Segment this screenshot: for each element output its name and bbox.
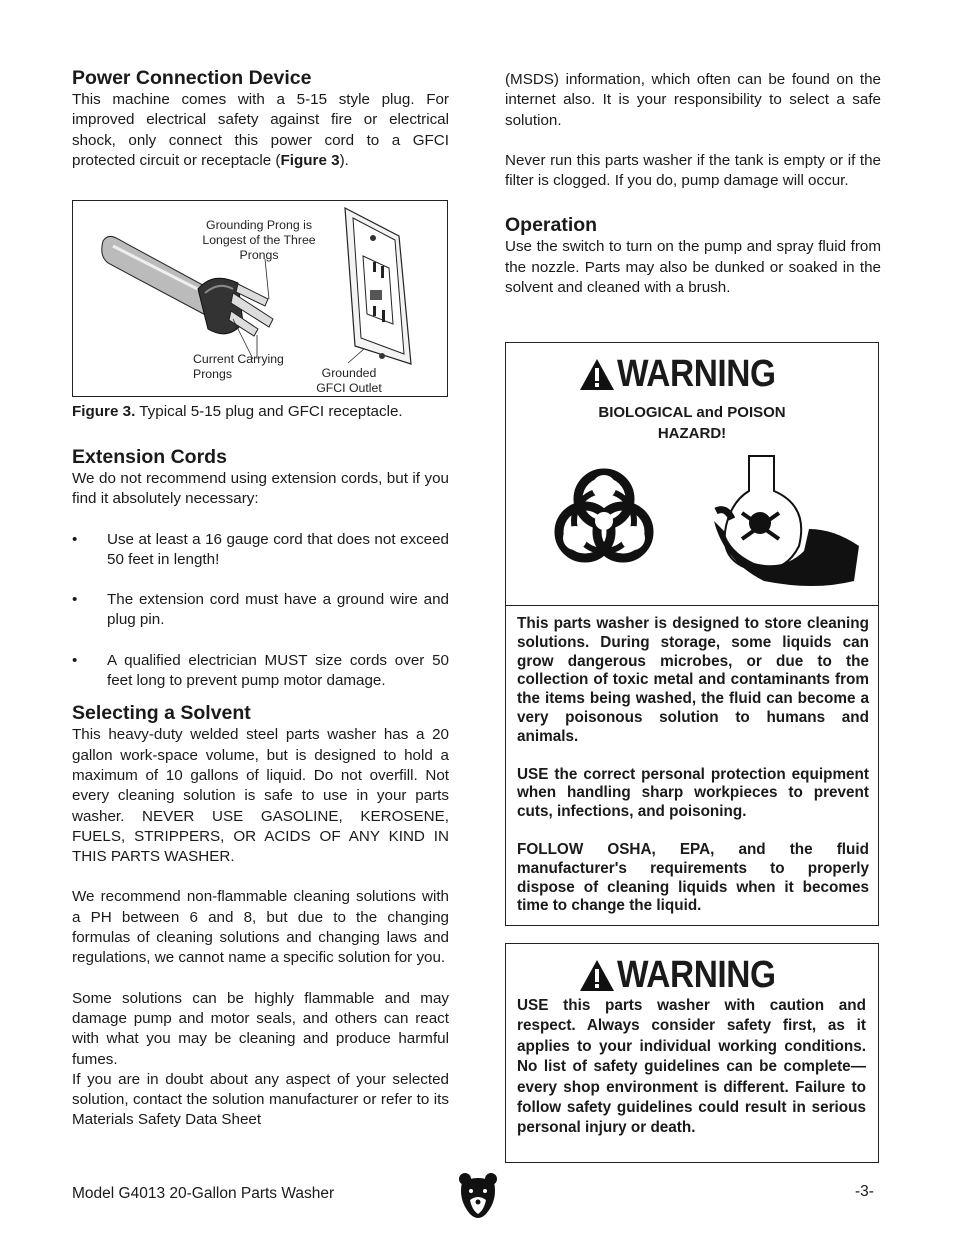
list-item: • A qualified electrician MUST size cords over 50 feet long to prevent pump motor damage. — [72, 651, 449, 690]
power-body: This machine comes with a 5-15 style plug. For improved electrical safety against fire or electrical shock, only connect this power cord to a GFCI protected circuit or receptacle (Figure 3). — [72, 91, 449, 169]
power-heading: Power Connection Device — [72, 67, 312, 89]
left-column-lower — [72, 445, 449, 1131]
warning-triangle-icon — [579, 358, 615, 391]
extension-intro: We do not recommend using extension cords, but if you find it absolutely necessary: — [72, 470, 449, 508]
grounding-prong-label: Grounding Prong is Longest of the Three Prongs — [202, 218, 316, 262]
poison-flask-icon — [704, 451, 864, 591]
solvent-p1: This heavy-duty welded steel parts washer has a 20 gallon work-space volume, but is designed to hold a maximum of 10 gallons of liquid. Do not overfill. Not every cleaning solution is safe to use in your parts washer. NEVER USE GASOLINE, KEROSENE, FUELS, STRIPPERS, OR ACIDS OF ANY KIND IN THIS PARTS WASHER. — [72, 726, 449, 866]
figure-3-box — [72, 200, 448, 397]
biohazard-icon — [539, 456, 669, 586]
operation-heading: Operation — [505, 214, 598, 237]
warning-general-body: USE this parts washer with caution and respect. Always consider safety first, as it applies to your individual working conditions. No list of safety guidelines can be complete—every shop environment is different. Failure to follow safety guidelines could result in serious personal injury or death. — [517, 997, 866, 1137]
gfci-outlet-icon — [337, 206, 417, 366]
extension-bullets — [72, 530, 449, 692]
list-item: • The extension cord must have a ground wire and plug pin. — [72, 591, 449, 629]
warning-title: WARNING — [498, 954, 878, 997]
solvent-p3: Some solutions can be highly flammable and may damage pump and motor seals, and others can react with what you may be cleaning and produce harmful fumes. — [72, 989, 449, 1068]
warning-p2: USE the correct personal protection equipment when handling sharp workpieces to prevent cuts, infections, and poisoning. — [517, 765, 869, 821]
bear-logo-icon — [458, 1172, 498, 1220]
warning-box-biological — [505, 342, 879, 926]
list-item: • Use at least a 16 gauge cord that does not exceed 50 feet in length! — [72, 530, 449, 568]
current-prongs-label: Current Carrying Prongs — [193, 352, 284, 381]
operation-body: Use the switch to turn on the pump and spray fluid from the nozzle. Parts may also be dunked or soaked in the solvent and cleaned with a brush. — [505, 238, 881, 297]
footer-model: Model G4013 20-Gallon Parts Washer — [72, 1185, 335, 1202]
page-number: -3- — [855, 1183, 874, 1200]
right-column — [505, 70, 881, 298]
divider — [506, 605, 878, 606]
warning-p3: FOLLOW OSHA, EPA, and the fluid manufacturer's requirements to properly dispose of cleaning liquids when it becomes time to change the liquid. — [517, 840, 869, 915]
figure-caption: Figure 3. Typical 5-15 plug and GFCI receptacle. — [72, 403, 403, 420]
solvent-p4: If you are in doubt about any aspect of your selected solution, contact the solution manufacturer or refer to its Materials Safety Data Sheet — [72, 1070, 449, 1129]
pump-damage-note: Never run this parts washer if the tank is empty or if the filter is clogged. If you do, pump damage will occur. — [505, 151, 881, 190]
warning-title: WARNING — [498, 353, 878, 396]
extension-heading: Extension Cords — [72, 446, 227, 468]
hazard-subtitle: BIOLOGICAL and POISON HAZARD! — [598, 404, 786, 442]
warning-text — [517, 615, 869, 916]
warning-triangle-icon — [579, 959, 615, 992]
msds-continuation: (MSDS) information, which often can be found on the internet also. It is your responsibility to select a safe solution. — [505, 71, 881, 129]
gfci-outlet-label: Grounded GFCI Outlet — [316, 366, 382, 395]
warning-text — [517, 996, 866, 1139]
solvent-p2: We recommend non-flammable cleaning solutions with a PH between 6 and 8, but due to the changing formulas of cleaning solutions and changing laws and regulations, we cannot name a specific solution for you. — [72, 888, 449, 967]
left-column — [72, 66, 449, 171]
warning-box-general — [505, 943, 879, 1163]
warning-p1: This parts washer is designed to store cleaning solutions. During storage, some liquids can grow dangerous microbes, or due to the collection of toxic metal and contaminants from the items being washed, the fluid can become a very poisonous solution to humans and animals. — [517, 615, 869, 745]
solvent-heading: Selecting a Solvent — [72, 702, 251, 725]
